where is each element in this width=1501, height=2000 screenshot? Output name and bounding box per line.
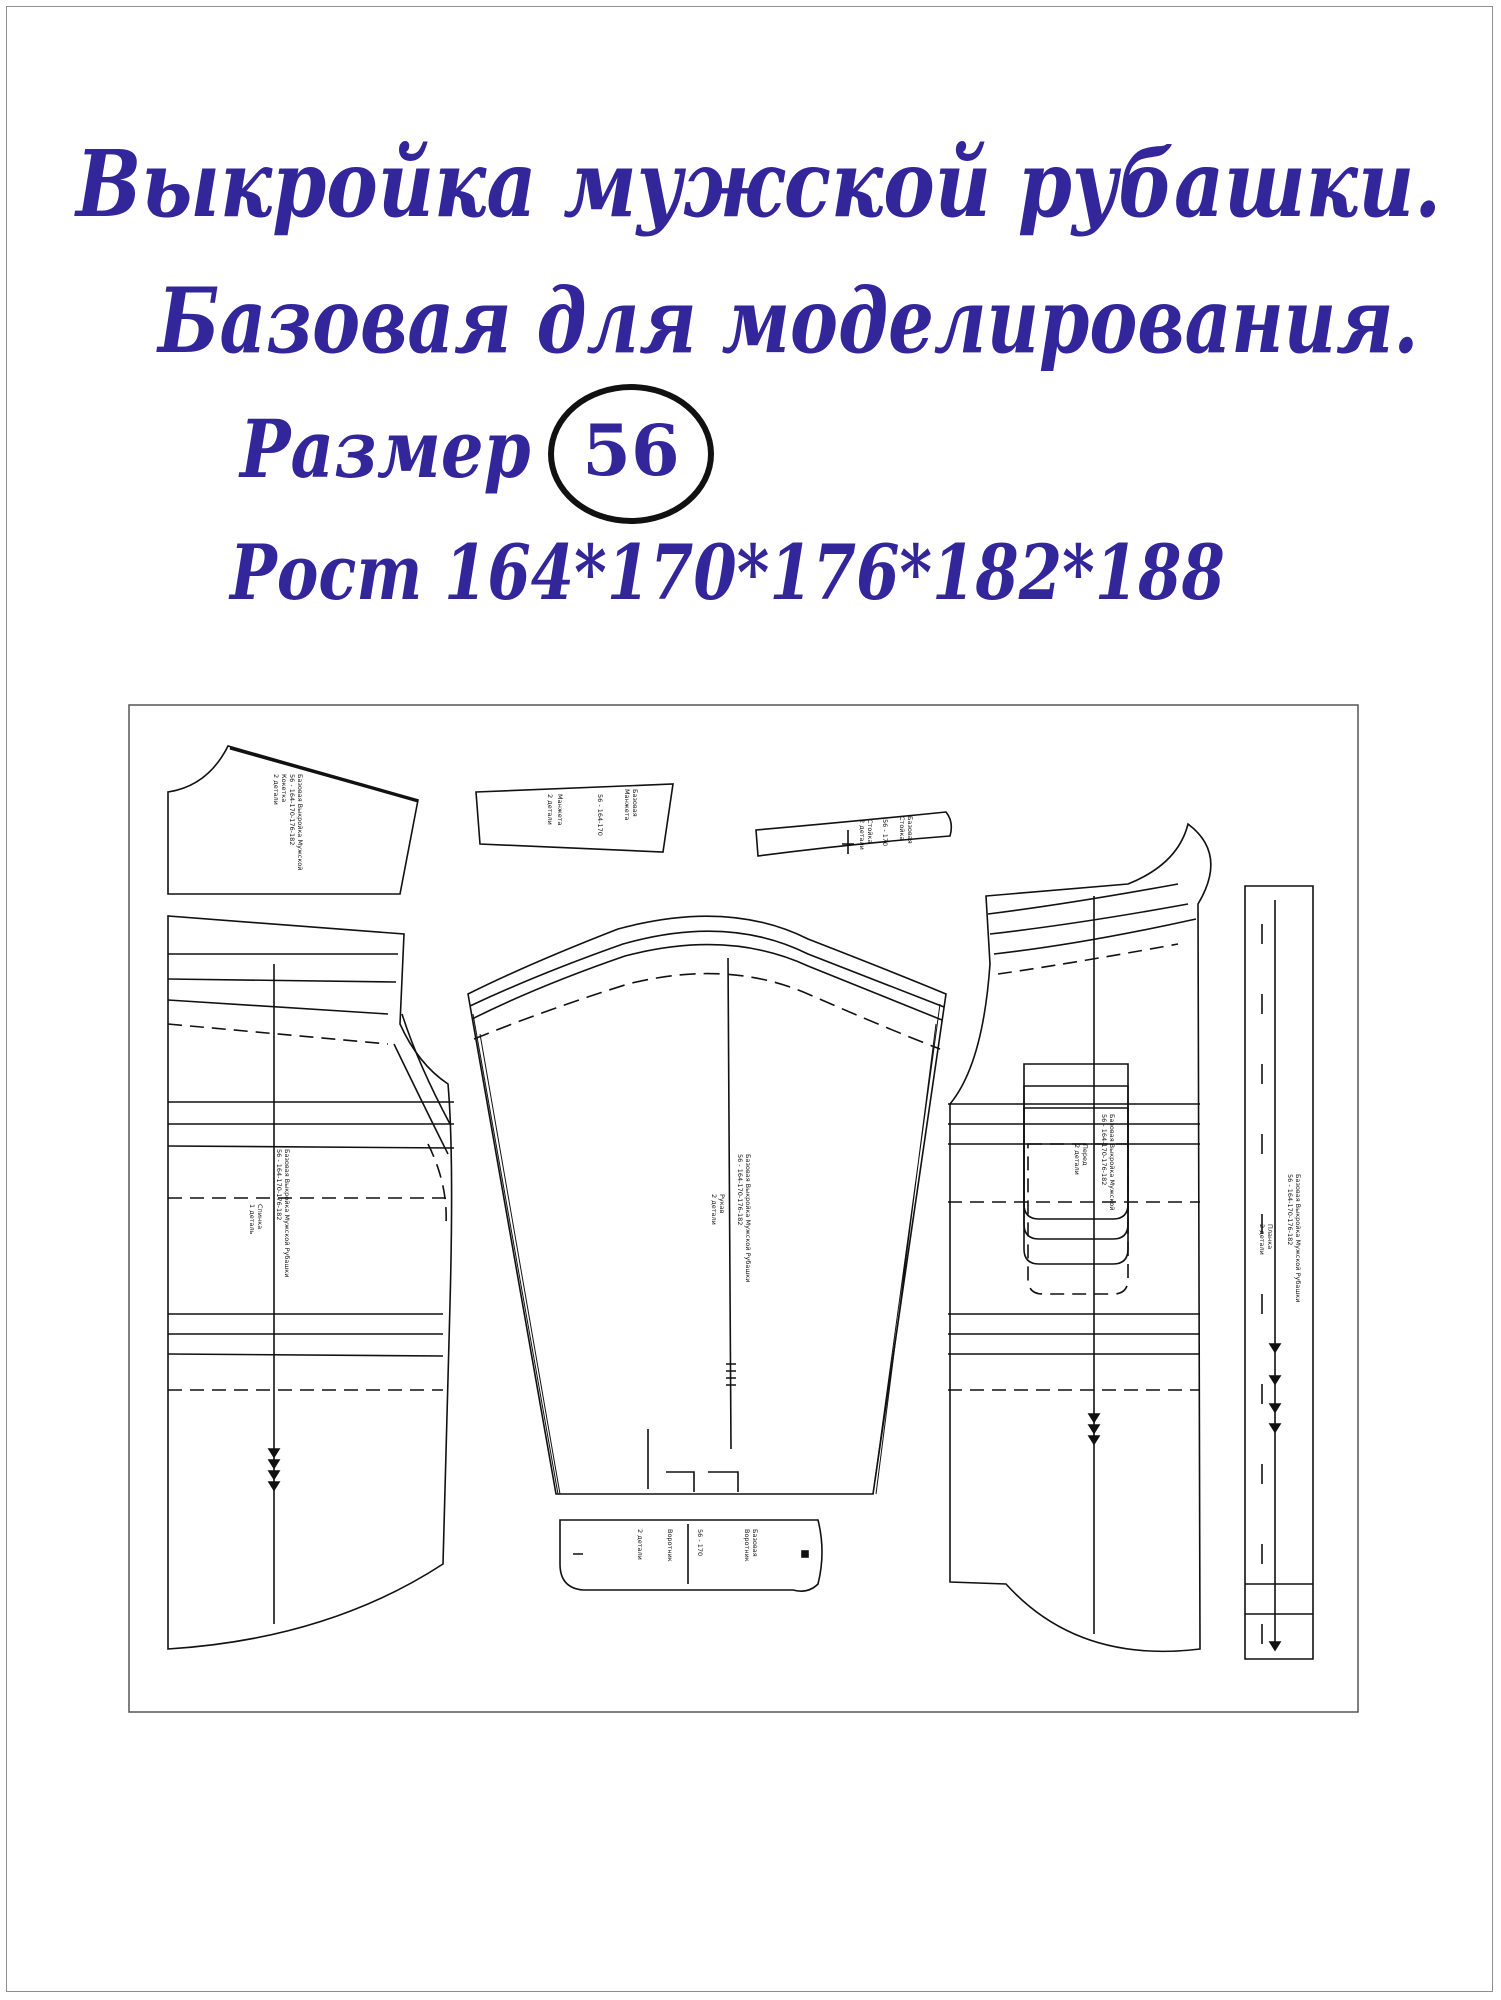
yoke-label-line-3: Кокетка (280, 774, 288, 803)
collar-label-line-2: Воротник (743, 1529, 751, 1562)
placket-label-line-3: Планка (1266, 1224, 1274, 1250)
collar-stand-label-line-4: Стойка (866, 819, 874, 844)
placket-label-line-4: 2 детали (1258, 1224, 1266, 1255)
collar-stand-label-line-3: 56 - 170 (881, 819, 889, 847)
title-line-1: Выкройка мужской рубашки. (76, 130, 1442, 238)
front-label-line-4: 2 детали (1073, 1144, 1081, 1175)
back-label-line-4: 1 деталь (248, 1204, 256, 1235)
yoke-label-line-1: Базовая Выкройка Мужской (296, 774, 304, 871)
collar-label-line-4: Воротник (666, 1529, 674, 1562)
back-label-line-1: Базовая Выкройка Мужской Рубашки (283, 1149, 291, 1278)
back-label-line-2: 56 - 164-170-176-182 (275, 1149, 283, 1221)
size-badge (548, 384, 714, 524)
front-label-line-1: Базовая Выкройка Мужской (1108, 1114, 1116, 1211)
collar-stand-label-line-5: 2 детали (858, 819, 866, 850)
collar-label-line-1: Базовая (751, 1529, 759, 1557)
yoke-label-line-4: 2 детали (272, 774, 280, 805)
title-line-2: Базовая для моделирования. (158, 268, 1419, 374)
size-value: 56 (582, 409, 680, 493)
cuff-label-line-2: Манжета (623, 789, 631, 821)
back-label-line-3: Спинка (256, 1204, 264, 1230)
sleeve-label-line-4: 2 детали (710, 1194, 718, 1225)
front-label-line-2: 56 - 164-170-176-182 (1100, 1114, 1108, 1186)
size-label: Размер (240, 402, 531, 496)
collar-label-line-3: 56 - 170 (696, 1529, 704, 1557)
cuff-label-line-3: 56 - 164-170 (596, 794, 604, 836)
yoke-label-line-2: 56 - 164-170-176-182 (288, 774, 296, 846)
placket-label-line-2: 56 - 164-170-176-182 (1286, 1174, 1294, 1246)
collar-label-line-5: 2 детали (636, 1529, 644, 1560)
cuff-label-line-5: 2 детали (546, 794, 554, 825)
front-label-line-3: Перед (1081, 1144, 1089, 1166)
pattern-sheet (128, 704, 1360, 1714)
cuff-label-line-4: Манжета (556, 794, 564, 826)
cuff-label-line-1: Базовая (631, 789, 639, 817)
sleeve-label-line-2: 56 - 164-170-176-182 (736, 1154, 744, 1226)
sleeve-label-line-1: Базовая Выкройка Мужской Рубашки (744, 1154, 752, 1283)
sleeve-label-line-3: Рукав (718, 1194, 726, 1214)
placket-label-line-1: Базовая Выкройка Мужской Рубашки (1294, 1174, 1302, 1303)
collar-stand-label-line-2: Стойка (898, 816, 906, 841)
height-label: Рост 164*170*176*182*188 (230, 528, 1225, 617)
collar-stand-label-line-1: Базовая (906, 816, 914, 844)
